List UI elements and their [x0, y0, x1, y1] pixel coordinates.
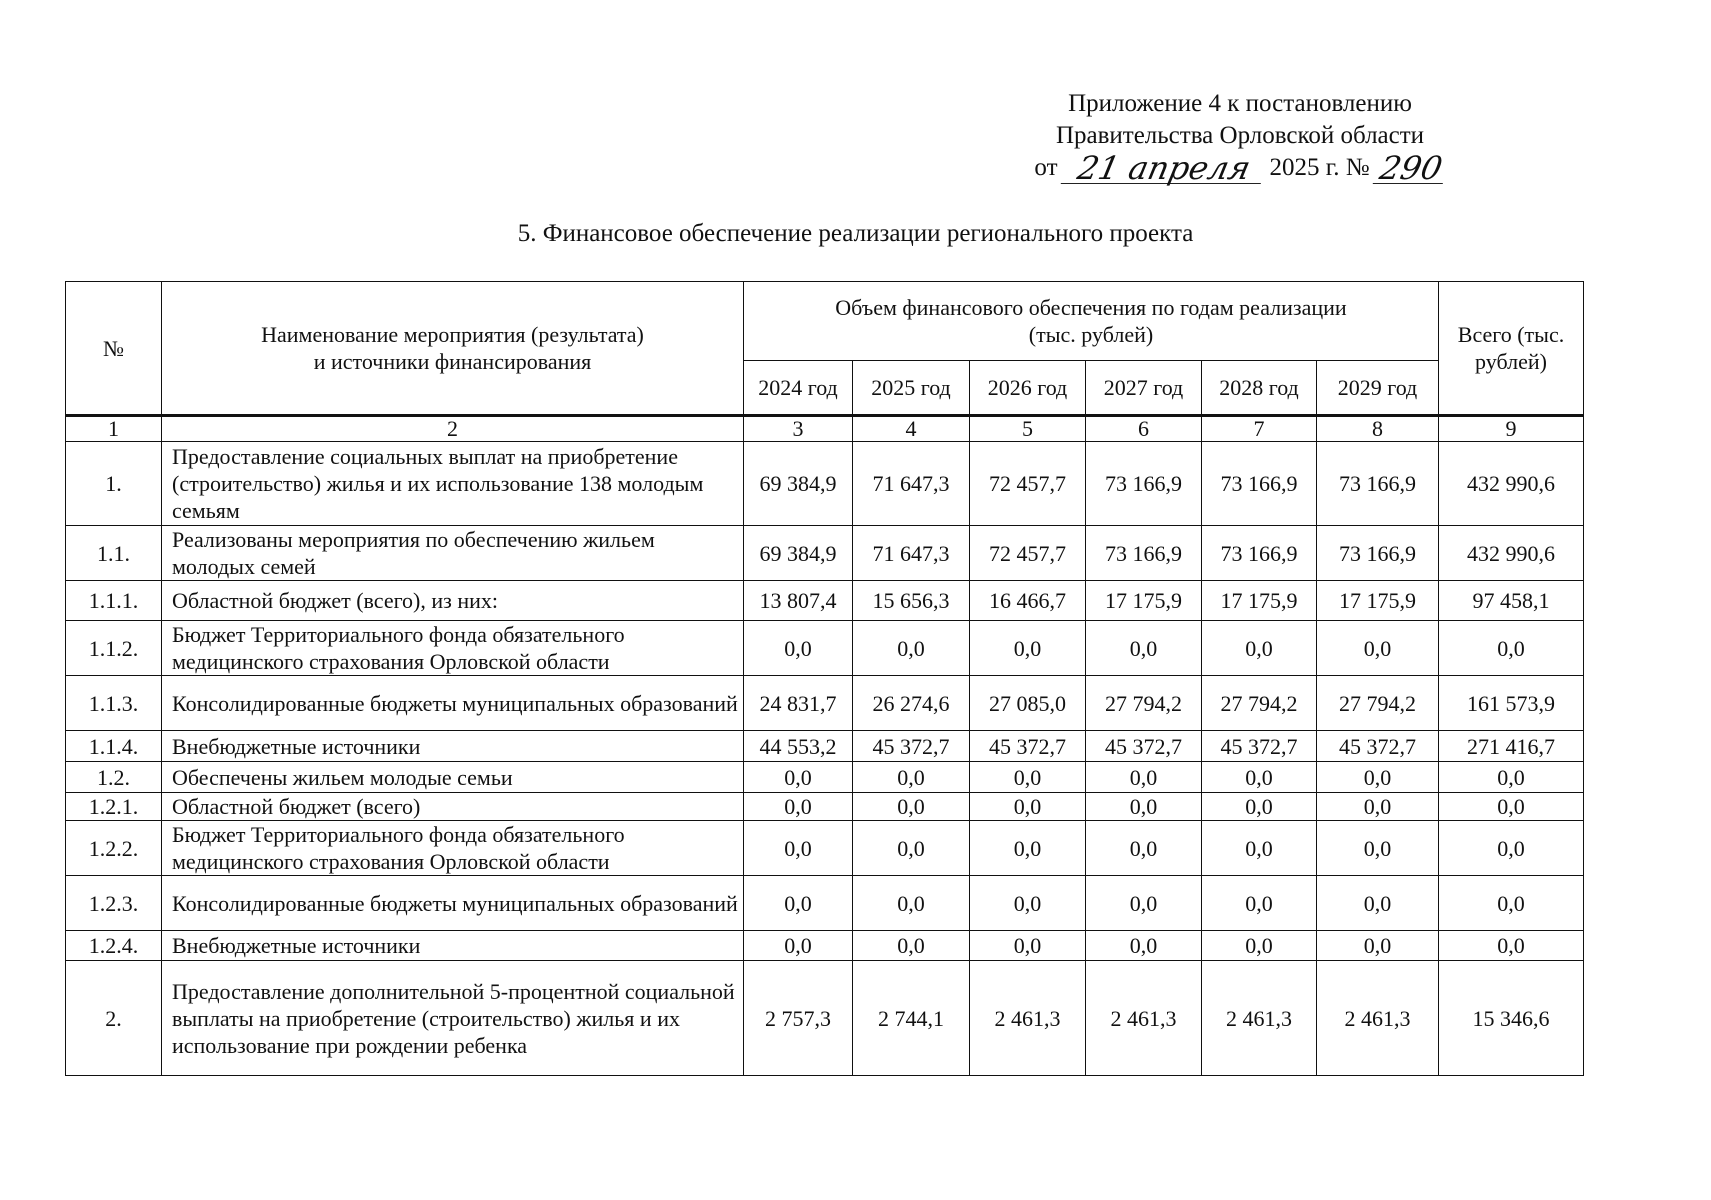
year-value-cell: 0,0	[853, 931, 970, 961]
year-value-cell: 73 166,9	[1086, 526, 1202, 581]
row-name: Предоставление дополнительной 5-процентной социальной выплаты на приобретение (строительство) жилья и их использование при рождении ребенка	[162, 961, 744, 1076]
year-value-cell: 0,0	[1317, 821, 1439, 876]
year-value-cell: 27 794,2	[1202, 676, 1317, 731]
year-value-cell: 45 372,7	[970, 731, 1086, 762]
table-body	[66, 442, 1584, 1076]
year-value-cell: 0,0	[1202, 762, 1317, 793]
year-value-cell: 15 656,3	[853, 581, 970, 621]
table-row	[66, 821, 1584, 876]
column-index: 3	[744, 416, 853, 442]
row-number: 1.2.	[66, 762, 162, 793]
row-total: 0,0	[1439, 876, 1584, 931]
column-index: 5	[970, 416, 1086, 442]
year-value-cell: 72 457,7	[970, 442, 1086, 526]
table-row	[66, 731, 1584, 762]
appendix-from-line	[980, 149, 1500, 187]
table-row	[66, 961, 1584, 1076]
header-volume-line-2: (тыс. рублей)	[1028, 322, 1154, 347]
year-value-cell: 0,0	[1202, 931, 1317, 961]
year-value-cell: 0,0	[1086, 876, 1202, 931]
row-total: 432 990,6	[1439, 442, 1584, 526]
financing-table	[65, 281, 1584, 1076]
header-year: 2027 год	[1086, 361, 1202, 416]
row-name: Бюджет Территориального фонда обязательного медицинского страхования Орловской области	[162, 621, 744, 676]
year-value-cell: 45 372,7	[1086, 731, 1202, 762]
year-value-cell: 0,0	[1086, 762, 1202, 793]
table-row	[66, 442, 1584, 526]
row-name: Консолидированные бюджеты муниципальных образований	[162, 676, 744, 731]
year-value-cell: 72 457,7	[970, 526, 1086, 581]
row-number: 1.2.1.	[66, 793, 162, 821]
column-index: 9	[1439, 416, 1584, 442]
row-number: 2.	[66, 961, 162, 1076]
year-value-cell: 45 372,7	[1202, 731, 1317, 762]
year-value-cell: 0,0	[970, 821, 1086, 876]
year-value-cell: 2 461,3	[970, 961, 1086, 1076]
year-value-cell: 2 757,3	[744, 961, 853, 1076]
header-total	[1439, 282, 1584, 416]
year-value-cell: 0,0	[744, 821, 853, 876]
row-total: 432 990,6	[1439, 526, 1584, 581]
appendix-header	[980, 88, 1500, 187]
year-value-cell: 0,0	[1202, 821, 1317, 876]
year-value-cell: 0,0	[970, 876, 1086, 931]
row-total: 0,0	[1439, 931, 1584, 961]
year-value-cell: 0,0	[1317, 931, 1439, 961]
header-year: 2024 год	[744, 361, 853, 416]
row-number: 1.2.4.	[66, 931, 162, 961]
header-num: №	[66, 282, 162, 416]
year-value-cell: 0,0	[1202, 876, 1317, 931]
section-title: 5. Финансовое обеспечение реализации регионального проекта	[517, 220, 1194, 247]
year-value-cell: 2 744,1	[853, 961, 970, 1076]
header-volume-line-1: Объем финансового обеспечения по годам реализации	[835, 295, 1347, 320]
header-year: 2026 год	[970, 361, 1086, 416]
row-total: 15 346,6	[1439, 961, 1584, 1076]
row-total: 0,0	[1439, 793, 1584, 821]
year-value-cell: 0,0	[744, 793, 853, 821]
year-value-cell: 0,0	[970, 621, 1086, 676]
table-row	[66, 621, 1584, 676]
year-value-cell: 27 794,2	[1317, 676, 1439, 731]
year-value-cell: 0,0	[1086, 621, 1202, 676]
row-name: Консолидированные бюджеты муниципальных образований	[162, 876, 744, 931]
year-value-cell: 26 274,6	[853, 676, 970, 731]
handwritten-date: 21 апреля	[1060, 153, 1267, 184]
header-total-line-2: рублей)	[1475, 349, 1547, 374]
year-value-cell: 2 461,3	[1317, 961, 1439, 1076]
header-name-line-2: и источники финансирования	[313, 349, 592, 374]
table-row	[66, 931, 1584, 961]
header-name	[162, 282, 744, 416]
column-index: 4	[853, 416, 970, 442]
table-row	[66, 876, 1584, 931]
table-row	[66, 793, 1584, 821]
year-value-cell: 0,0	[1086, 793, 1202, 821]
row-name: Предоставление социальных выплат на приобретение (строительство) жилья и их использование 138 молодым семьям	[162, 442, 744, 526]
year-value-cell: 73 166,9	[1086, 442, 1202, 526]
header-year: 2028 год	[1202, 361, 1317, 416]
year-value-cell: 2 461,3	[1202, 961, 1317, 1076]
row-number: 1.1.2.	[66, 621, 162, 676]
header-year: 2029 год	[1317, 361, 1439, 416]
column-index: 6	[1086, 416, 1202, 442]
row-name: Внебюджетные источники	[162, 931, 744, 961]
year-value-cell: 0,0	[1317, 876, 1439, 931]
year-value-cell: 0,0	[970, 931, 1086, 961]
row-number: 1.	[66, 442, 162, 526]
year-value-cell: 0,0	[853, 793, 970, 821]
column-index: 2	[162, 416, 744, 442]
table-row	[66, 762, 1584, 793]
year-value-cell: 17 175,9	[1202, 581, 1317, 621]
appendix-line-2: Правительства Орловской области	[1055, 122, 1425, 149]
year-value-cell: 0,0	[1317, 793, 1439, 821]
header-year: 2025 год	[853, 361, 970, 416]
year-value-cell: 0,0	[970, 793, 1086, 821]
row-total: 0,0	[1439, 621, 1584, 676]
row-number: 1.1.4.	[66, 731, 162, 762]
year-value-cell: 17 175,9	[1086, 581, 1202, 621]
year-value-cell: 71 647,3	[853, 526, 970, 581]
from-prefix: от	[1034, 154, 1058, 181]
year-value-cell: 73 166,9	[1202, 526, 1317, 581]
row-total: 0,0	[1439, 821, 1584, 876]
table-row	[66, 676, 1584, 731]
row-number: 1.1.1.	[66, 581, 162, 621]
year-value-cell: 2 461,3	[1086, 961, 1202, 1076]
year-value-cell: 0,0	[1086, 931, 1202, 961]
year-value-cell: 0,0	[1317, 621, 1439, 676]
row-number: 1.1.	[66, 526, 162, 581]
year-value-cell: 17 175,9	[1317, 581, 1439, 621]
year-value-cell: 71 647,3	[853, 442, 970, 526]
column-index-row	[66, 416, 1584, 442]
year-value-cell: 0,0	[1202, 621, 1317, 676]
handwritten-number: 290	[1372, 153, 1449, 184]
year-value-cell: 0,0	[744, 876, 853, 931]
year-value-cell: 16 466,7	[970, 581, 1086, 621]
year-value-cell: 69 384,9	[744, 526, 853, 581]
year-value-cell: 0,0	[744, 931, 853, 961]
year-text: 2025 г. №	[1269, 154, 1370, 181]
row-number: 1.1.3.	[66, 676, 162, 731]
row-name: Областной бюджет (всего), из них:	[162, 581, 744, 621]
year-value-cell: 27 794,2	[1086, 676, 1202, 731]
year-value-cell: 45 372,7	[1317, 731, 1439, 762]
header-name-line-1: Наименование мероприятия (результата)	[261, 322, 644, 347]
column-index: 1	[66, 416, 162, 442]
year-value-cell: 13 807,4	[744, 581, 853, 621]
year-value-cell: 24 831,7	[744, 676, 853, 731]
row-number: 1.2.2.	[66, 821, 162, 876]
row-name: Обеспечены жильем молодые семьи	[162, 762, 744, 793]
row-number: 1.2.3.	[66, 876, 162, 931]
year-value-cell: 0,0	[853, 762, 970, 793]
year-value-cell: 0,0	[1086, 821, 1202, 876]
row-total: 0,0	[1439, 762, 1584, 793]
appendix-line-1: Приложение 4 к постановлению	[1068, 90, 1412, 117]
row-name: Реализованы мероприятия по обеспечению жильем молодых семей	[162, 526, 744, 581]
row-name: Бюджет Территориального фонда обязательного медицинского страхования Орловской области	[162, 821, 744, 876]
year-value-cell: 45 372,7	[853, 731, 970, 762]
year-value-cell: 0,0	[970, 762, 1086, 793]
row-total: 97 458,1	[1439, 581, 1584, 621]
year-value-cell: 69 384,9	[744, 442, 853, 526]
row-name: Областной бюджет (всего)	[162, 793, 744, 821]
year-value-cell: 0,0	[853, 621, 970, 676]
row-total: 161 573,9	[1439, 676, 1584, 731]
row-total: 271 416,7	[1439, 731, 1584, 762]
year-value-cell: 0,0	[1202, 793, 1317, 821]
year-value-cell: 44 553,2	[744, 731, 853, 762]
header-volume	[744, 282, 1439, 361]
header-total-line-1: Всего (тыс.	[1457, 322, 1565, 347]
year-value-cell: 0,0	[853, 821, 970, 876]
year-value-cell: 27 085,0	[970, 676, 1086, 731]
column-index: 8	[1317, 416, 1439, 442]
column-index: 7	[1202, 416, 1317, 442]
table-row	[66, 581, 1584, 621]
year-value-cell: 0,0	[1317, 762, 1439, 793]
year-value-cell: 0,0	[853, 876, 970, 931]
year-value-cell: 73 166,9	[1317, 442, 1439, 526]
year-value-cell: 73 166,9	[1202, 442, 1317, 526]
table-row	[66, 526, 1584, 581]
row-name: Внебюджетные источники	[162, 731, 744, 762]
year-value-cell: 0,0	[744, 621, 853, 676]
year-value-cell: 73 166,9	[1317, 526, 1439, 581]
year-value-cell: 0,0	[744, 762, 853, 793]
